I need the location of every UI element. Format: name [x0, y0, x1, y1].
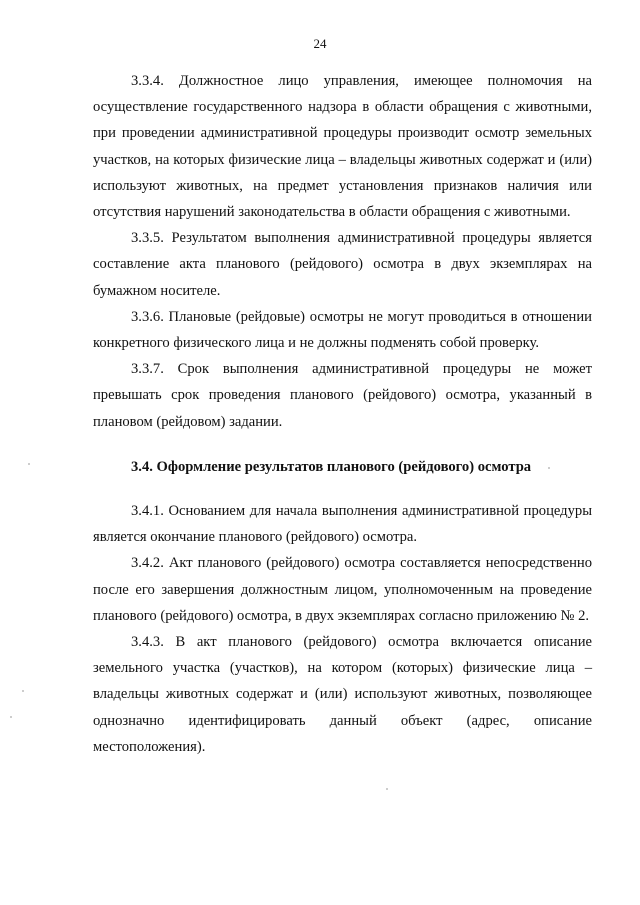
paragraph-3-3-4: 3.3.4. Должностное лицо управления, имеющее полномочия на осуществление государственного надзора в области обращения с животными, при проведении административной процедуры производит осмотр земельных участков, на которых физические лица – владельцы животных содержат и (или) используют животных, на предмет установления признаков наличия или отсутствия нарушений законодательства в области обращения с животными. — [93, 73, 592, 221]
section-heading: 3.4. Оформление результатов планового (рейдового) осмотра — [131, 458, 532, 475]
scan-speck — [10, 716, 12, 718]
document-body — [93, 68, 592, 760]
page-number: 24 — [313, 36, 327, 51]
paragraph-3-4-3: 3.4.3. В акт планового (рейдового) осмотра включается описание земельного участка (участков), на котором (которых) физические лица – владельцы животных содержат и (или) используют животных, позволяющее однозначно идентифицировать данный объект (адрес, описание местоположения). — [93, 634, 592, 755]
paragraph-3-4-2: 3.4.2. Акт планового (рейдового) осмотра составляется непосредственно после его завершения должностным лицом, уполномоченным на проведение планового (рейдового) осмотра, в двух экземплярах согласно приложению № 2. — [93, 555, 592, 624]
paragraph-3-3-7: 3.3.7. Срок выполнения административной процедуры не может превышать срок проведения планового (рейдового) осмотра, указанный в плановом (рейдовом) задании. — [93, 361, 592, 430]
paragraph-3-3-6: 3.3.6. Плановые (рейдовые) осмотры не могут проводиться в отношении конкретного физического лица и не должны подменять собой проверку. — [93, 308, 592, 352]
paragraph-3-4-1: 3.4.1. Основанием для начала выполнения административной процедуры является окончание планового (рейдового) осмотра. — [93, 503, 592, 546]
scan-speck — [548, 467, 550, 469]
paragraph-3-3-5: 3.3.5. Результатом выполнения административной процедуры является составление акта планового (рейдового) осмотра в двух экземплярах на бумажном носителе. — [93, 230, 592, 299]
scan-speck — [386, 788, 388, 790]
scan-speck — [22, 690, 24, 692]
scan-speck — [28, 463, 30, 465]
